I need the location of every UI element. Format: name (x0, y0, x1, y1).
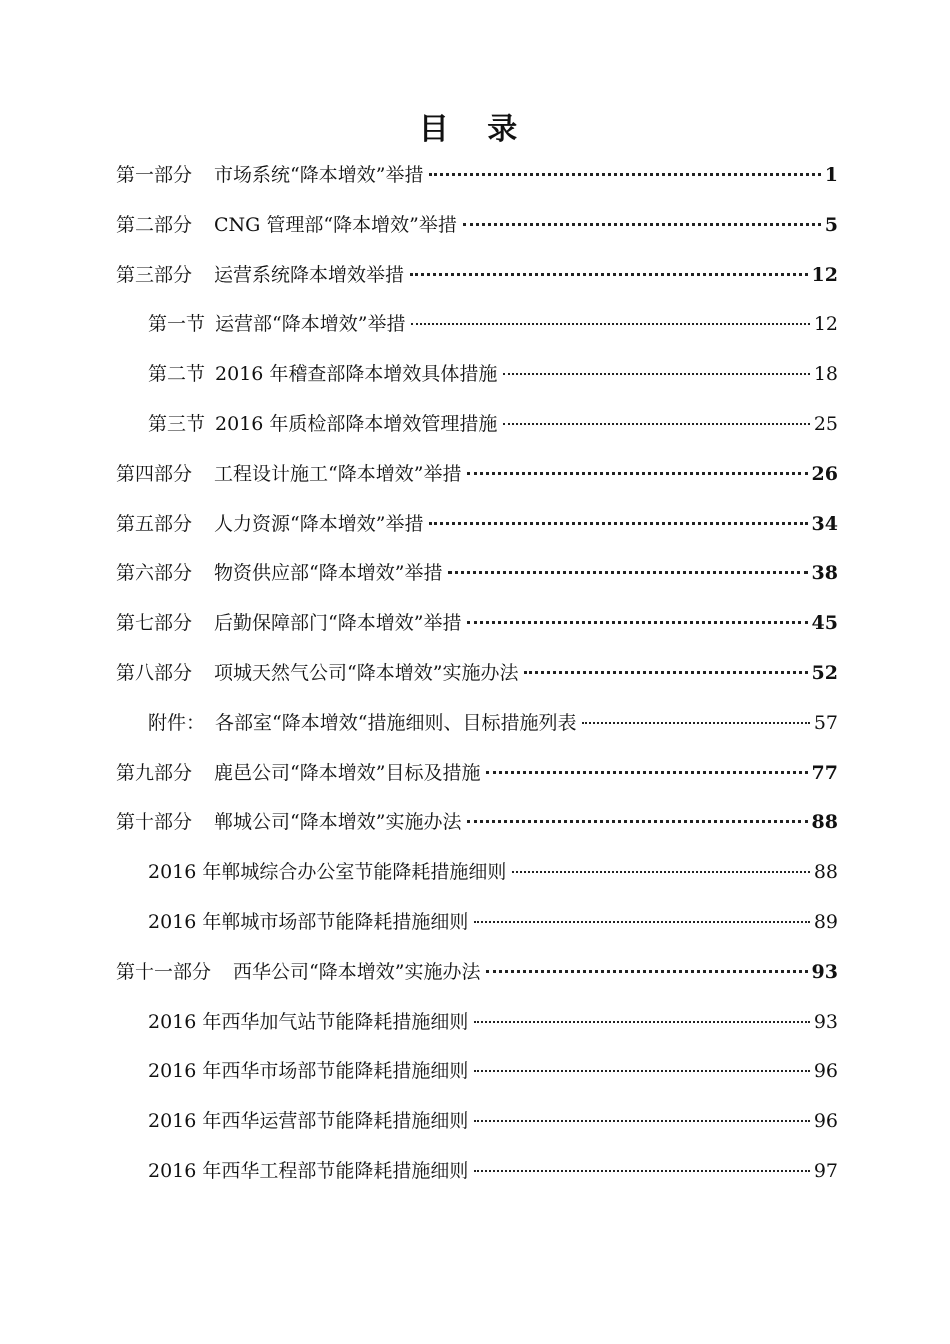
toc-entry[interactable] (116, 758, 838, 788)
dot-leader (486, 970, 807, 973)
toc-entry-label: 第六部分 (116, 562, 193, 584)
toc-entry[interactable] (116, 558, 838, 588)
toc-entry-label: 附件： (148, 712, 206, 734)
toc-entry-text: 2016 年质检部降本增效管理措施 (215, 413, 498, 435)
dot-leader (503, 373, 809, 375)
toc-entry[interactable] (148, 309, 838, 339)
toc-entry-text: CNG 管理部“降本增效”举措 (214, 214, 457, 236)
toc-entry[interactable] (116, 658, 838, 688)
toc-entry-title (116, 260, 404, 290)
toc-entry-text: 2016 年西华加气站节能降耗措施细则 (148, 1011, 469, 1033)
toc-entry-title (116, 658, 518, 688)
toc-entry-label: 第一节 (148, 313, 206, 335)
dot-leader (474, 1170, 809, 1172)
toc-entry[interactable] (148, 1106, 838, 1136)
toc-page-number: 93 (811, 961, 838, 983)
toc-page-number: 96 (813, 1060, 838, 1082)
toc-entry-label: 第十部分 (116, 811, 193, 833)
toc-entry-text: 2016 年郸城综合办公室节能降耗措施细则 (148, 861, 507, 883)
toc-entry[interactable] (148, 1056, 838, 1086)
toc-entry-label: 第二部分 (116, 214, 193, 236)
page-title: 目 录 (418, 112, 532, 147)
dot-leader (429, 522, 807, 525)
toc-entry-text: 市场系统“降本增效”举措 (214, 164, 424, 186)
toc-entry-text: 运营部“降本增效”举措 (215, 313, 406, 335)
toc-entry[interactable] (148, 359, 838, 389)
toc-page-number: 52 (811, 662, 838, 684)
toc-entry-text: 西华公司“降本增效”实施办法 (233, 961, 481, 983)
toc-entry-label: 第三部分 (116, 264, 193, 286)
toc-entry[interactable] (148, 1156, 838, 1186)
toc-entry-title (148, 309, 405, 339)
dot-leader (503, 423, 809, 425)
toc-page-number: 89 (813, 911, 838, 933)
dot-leader (582, 722, 809, 724)
toc-entry-text: 鹿邑公司“降本增效”目标及措施 (214, 762, 481, 784)
dot-leader (429, 173, 820, 176)
toc-page-number: 93 (813, 1011, 838, 1033)
toc-entry-label: 第七部分 (116, 612, 193, 634)
toc-entry-text: 2016 年西华工程部节能降耗措施细则 (148, 1160, 469, 1182)
dot-leader (486, 771, 807, 774)
toc-entry-text: 郸城公司“降本增效”实施办法 (214, 811, 462, 833)
toc-entry-title (148, 1007, 468, 1037)
toc-page-number: 34 (811, 513, 838, 535)
toc-entry-title (148, 409, 497, 439)
toc-page-number: 77 (811, 762, 838, 784)
toc-entry-title (116, 459, 461, 489)
toc-entry-title (148, 708, 576, 738)
toc-page-number: 12 (813, 313, 838, 335)
dot-leader (474, 1120, 809, 1122)
toc-entry-title (148, 1156, 468, 1186)
dot-leader (467, 472, 807, 475)
toc-entry-label: 第四部分 (116, 463, 193, 485)
toc-entry-label: 第八部分 (116, 662, 193, 684)
dot-leader (448, 571, 807, 574)
toc-page-number: 26 (811, 463, 838, 485)
toc-entry-title (116, 558, 442, 588)
toc-entry-label: 第二节 (148, 363, 206, 385)
toc-entry-text: 各部室“降本增效“措施细则、目标措施列表 (215, 712, 577, 734)
toc-page-number: 97 (813, 1160, 838, 1182)
toc-entry-text: 人力资源“降本增效”举措 (214, 513, 424, 535)
dot-leader (410, 273, 808, 276)
toc-entry[interactable] (148, 907, 838, 937)
dot-leader (524, 671, 807, 674)
toc-entry[interactable] (116, 260, 838, 290)
toc-entry-title (116, 160, 423, 190)
toc-page-number: 12 (811, 264, 838, 286)
toc-entry[interactable] (148, 708, 838, 738)
toc-entry[interactable] (116, 160, 838, 190)
toc-entry-title (148, 857, 506, 887)
dot-leader (474, 1070, 809, 1072)
toc-entry[interactable] (116, 957, 838, 987)
toc-page-number: 1 (824, 164, 838, 186)
toc-page-number: 18 (813, 363, 838, 385)
toc-entry-text: 2016 年西华运营部节能降耗措施细则 (148, 1110, 469, 1132)
toc-entry-title (116, 210, 457, 240)
toc-entry[interactable] (116, 509, 838, 539)
toc-entry-title (116, 509, 423, 539)
toc-page-number: 96 (813, 1110, 838, 1132)
toc-entry-text: 2016 年郸城市场部节能降耗措施细则 (148, 911, 469, 933)
toc-entry[interactable] (148, 1007, 838, 1037)
toc-entry[interactable] (116, 608, 838, 638)
dot-leader (467, 621, 807, 624)
dot-leader (467, 820, 807, 823)
toc-entry-title (116, 608, 461, 638)
toc-entry-text: 运营系统降本增效举措 (214, 264, 405, 286)
toc-entry[interactable] (148, 409, 838, 439)
toc-entry-label: 第一部分 (116, 164, 193, 186)
toc-entry-label: 第九部分 (116, 762, 193, 784)
toc-entry-label: 第五部分 (116, 513, 193, 535)
toc-page-number: 38 (811, 562, 838, 584)
toc-page-number: 5 (824, 214, 838, 236)
toc-page-number: 88 (813, 861, 838, 883)
toc-entry[interactable] (148, 857, 838, 887)
dot-leader (474, 1021, 809, 1023)
toc-entry-title (148, 359, 497, 389)
toc-entry[interactable] (116, 459, 838, 489)
toc-entry-title (116, 957, 480, 987)
toc-page-number: 88 (811, 811, 838, 833)
toc-entry-label: 第十一部分 (116, 961, 212, 983)
toc-page-number: 25 (813, 413, 838, 435)
toc-entry[interactable] (116, 210, 838, 240)
toc-entry-text: 工程设计施工“降本增效”举措 (214, 463, 462, 485)
toc-entry-text: 物资供应部“降本增效”举措 (214, 562, 443, 584)
toc-page-number: 57 (813, 712, 838, 734)
toc-entry-label: 第三节 (148, 413, 206, 435)
toc-entry-title (148, 907, 468, 937)
dot-leader (474, 921, 809, 923)
toc-entry-title (148, 1056, 468, 1086)
dot-leader (463, 223, 821, 226)
dot-leader (512, 871, 809, 873)
dot-leader (411, 323, 809, 325)
toc-page-number: 45 (811, 612, 838, 634)
toc-entry-title (116, 807, 461, 837)
toc-entry-text: 后勤保障部门“降本增效”举措 (214, 612, 462, 634)
toc-entry-text: 2016 年西华市场部节能降耗措施细则 (148, 1060, 469, 1082)
toc-entry-text: 项城天然气公司“降本增效”实施办法 (214, 662, 519, 684)
toc-entry-title (148, 1106, 468, 1136)
toc-entry-title (116, 758, 480, 788)
toc-entry-text: 2016 年稽查部降本增效具体措施 (215, 363, 498, 385)
toc-entry[interactable] (116, 807, 838, 837)
